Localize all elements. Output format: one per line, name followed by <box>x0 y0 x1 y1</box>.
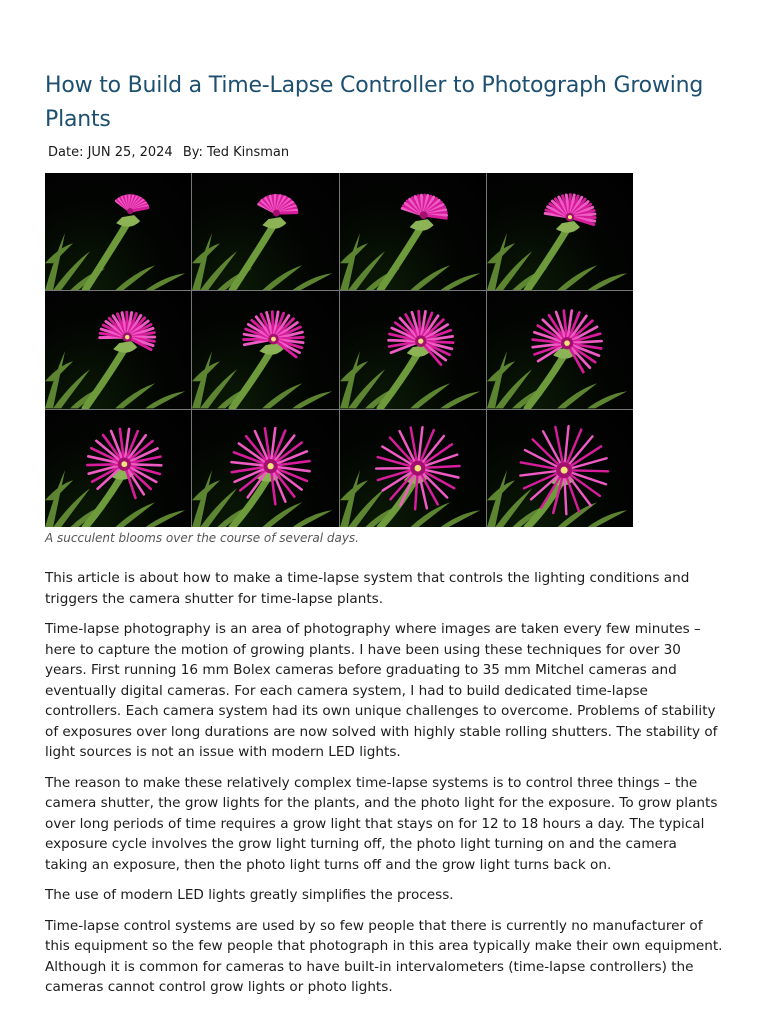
paragraph: The use of modern LED lights greatly simplifies the process. <box>45 887 454 903</box>
time-lapse-frame <box>487 410 633 527</box>
article-title: How to Build a Time-Lapse Controller to Photograph Growing Plants <box>45 73 704 132</box>
time-lapse-frame <box>45 410 191 527</box>
paragraph: This article is about how to make a time-lapse system that controls the lighting conditions and triggers the camera shutter for time-lapse plants. <box>45 570 690 607</box>
time-lapse-frame <box>192 291 338 408</box>
time-lapse-frame <box>340 173 486 290</box>
time-lapse-frame <box>45 173 191 290</box>
time-lapse-frame <box>340 291 486 408</box>
figure-caption: A succulent blooms over the course of several days. <box>45 531 359 545</box>
article-author: By: Ted Kinsman <box>182 145 290 160</box>
article-date: Date: JUN 25, 2024 <box>48 145 173 160</box>
article-body <box>45 568 723 998</box>
article-meta <box>48 145 723 161</box>
time-lapse-frame <box>487 291 633 408</box>
time-lapse-image-grid <box>45 173 633 527</box>
time-lapse-frame <box>340 410 486 527</box>
time-lapse-frame <box>487 173 633 290</box>
time-lapse-frame <box>192 410 338 527</box>
paragraph: Time-lapse photography is an area of photography where images are taken every few minutes – here to capture the motion of growing plants. I have been using these techniques for over 30 years. First running 16 mm Bolex cameras before graduating to 35 mm Mitchel cameras and eventually digital cameras. For each camera system, I had to build dedicated time-lapse controllers. Each camera system had its own unique challenges to overcome. Problems of stability of exposures over long durations are now solved with highly stable rolling shutters. The stability of light sources is not an issue with modern LED lights. <box>45 621 718 760</box>
time-lapse-frame <box>45 291 191 408</box>
paragraph: Time-lapse control systems are used by so few people that there is currently no manufacturer of this equipment so the few people that photograph in this area typically make their own equipment. Although it is common for cameras to have built-in intervalometers (time-lapse controllers) the cameras cannot control grow lights or photo lights. <box>45 917 723 995</box>
time-lapse-figure <box>45 173 633 546</box>
paragraph: The reason to make these relatively complex time-lapse systems is to control three things – the camera shutter, the grow lights for the plants, and the photo light for the exposure. To grow plants over long periods of time requires a grow light that stays on for 12 to 18 hours a day. The typical exposure cycle involves the grow light turning off, the photo light turning on and the camera taking an exposure, then the photo light turns off and the grow light turns back on. <box>45 774 718 873</box>
time-lapse-frame <box>192 173 338 290</box>
